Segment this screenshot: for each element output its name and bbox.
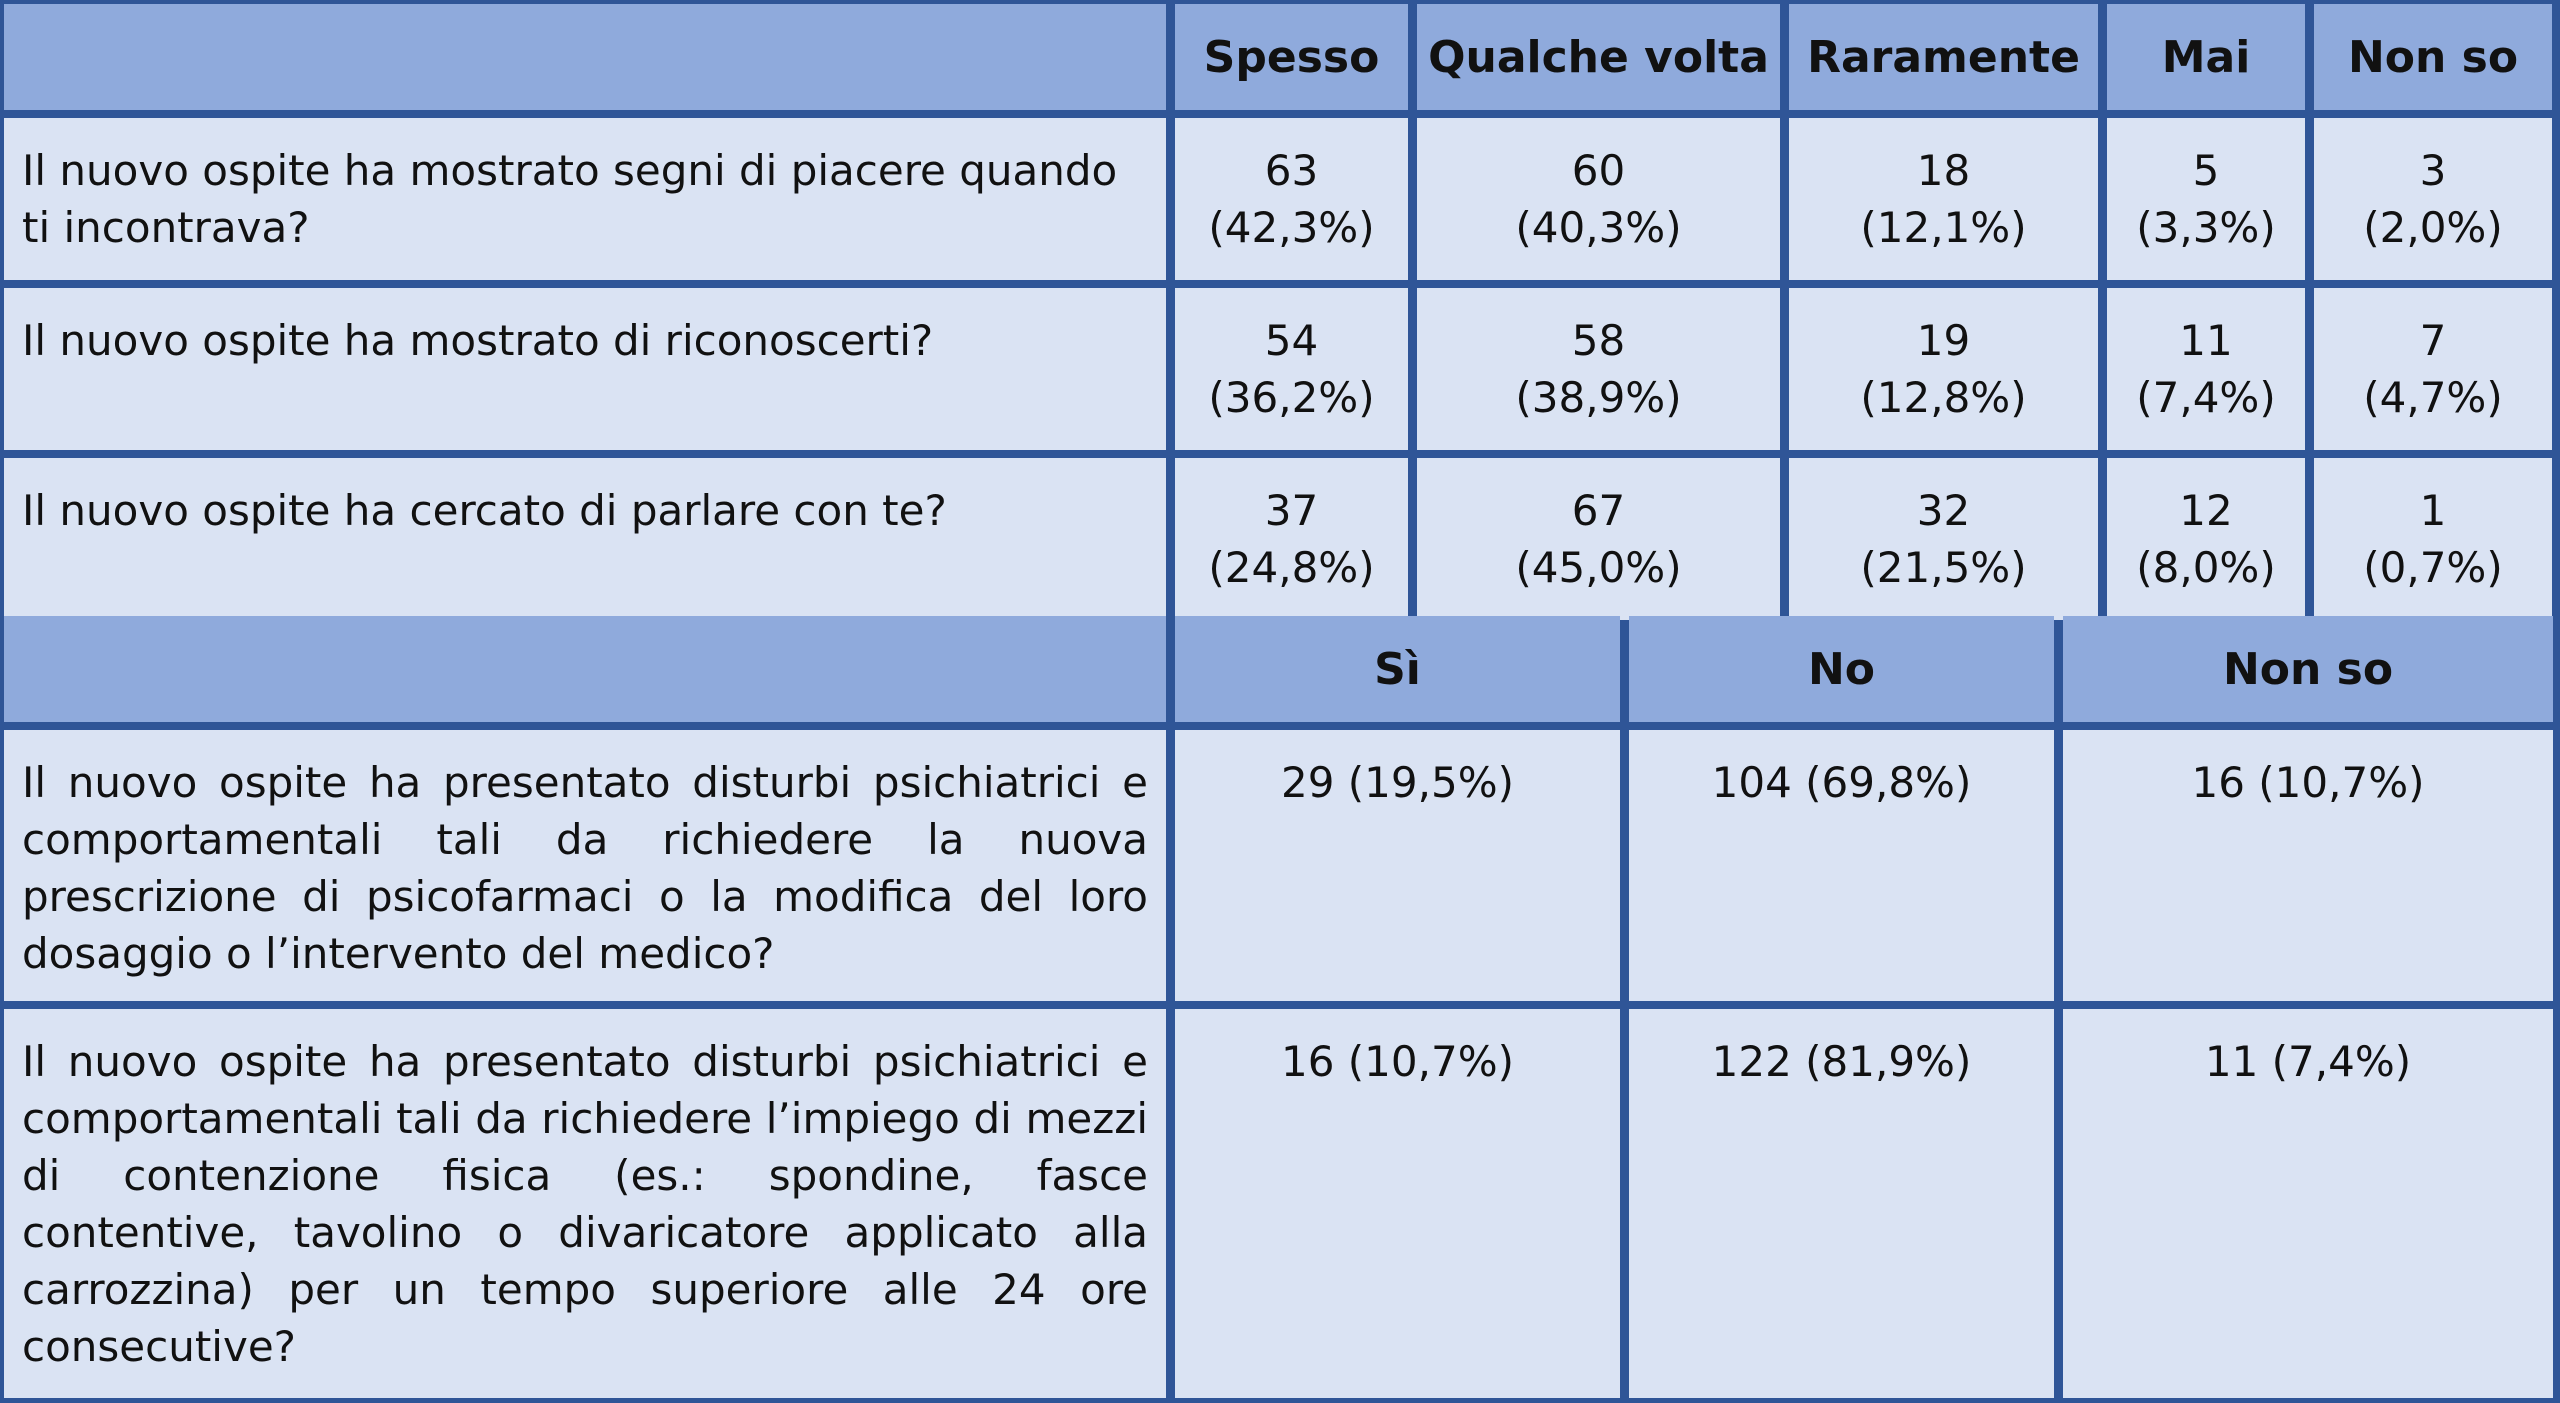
header-spesso: Spesso [1175,4,1408,110]
header-non-so: Non so [2314,4,2552,110]
value-cell [2314,288,2552,450]
count-value: 54 [1264,316,1319,365]
value-cell [2107,118,2305,280]
value-cell [1175,458,1408,620]
percent-value: (36,2%) [1208,373,1375,422]
question-cell: Il nuovo ospite ha mostrato di riconoscerti? [4,288,1166,450]
percent-value: (24,8%) [1208,543,1375,592]
percent-value: (4,7%) [2363,373,2503,422]
value-cell [2314,458,2552,620]
value-cell [1789,288,2098,450]
percent-value: (40,3%) [1515,203,1682,252]
header-mai: Mai [2107,4,2305,110]
question-cell: Il nuovo ospite ha presentato disturbi psichiatrici e comportamentali tali da richiedere la nuova prescrizione di psicofarmaci o la modifica del loro dosaggio o l’intervento del medico? [4,730,1166,1001]
percent-value: (45,0%) [1515,543,1682,592]
count-value: 12 [2179,486,2233,535]
question-cell: Il nuovo ospite ha mostrato segni di piacere quando ti incontrava? [4,118,1166,280]
count-value: 1 [2419,486,2447,535]
value-cell [1175,288,1408,450]
percent-value: (38,9%) [1515,373,1682,422]
value-cell [2107,288,2305,450]
value-cell: 29 (19,5%) [1175,730,1620,1001]
count-value: 63 [1264,146,1319,195]
percent-value: (3,3%) [2136,203,2276,252]
count-value: 58 [1571,316,1626,365]
value-cell [1417,288,1780,450]
value-cell: 104 (69,8%) [1629,730,2054,1001]
count-value: 60 [1571,146,1626,195]
value-cell [1789,118,2098,280]
percent-value: (12,1%) [1860,203,2027,252]
count-value: 37 [1264,486,1319,535]
header-no: No [1629,616,2054,722]
header-qualche-volta: Qualche volta [1417,4,1780,110]
value-cell [1417,118,1780,280]
percent-value: (0,7%) [2363,543,2503,592]
count-value: 18 [1916,146,1971,195]
count-value: 32 [1916,486,1971,535]
count-value: 19 [1916,316,1971,365]
value-cell [1417,458,1780,620]
yes-no-table [0,612,2560,1403]
header-blank-cell [4,4,1166,110]
count-value: 3 [2419,146,2447,195]
header-raramente: Raramente [1789,4,2098,110]
frequency-table [0,0,2560,612]
count-value: 5 [2192,146,2220,195]
value-cell: 11 (7,4%) [2063,1009,2553,1398]
percent-value: (7,4%) [2136,373,2276,422]
percent-value: (8,0%) [2136,543,2276,592]
header-si: Sì [1175,616,1620,722]
value-cell: 122 (81,9%) [1629,1009,2054,1398]
value-cell [2107,458,2305,620]
header-non-so: Non so [2063,616,2553,722]
count-value: 67 [1571,486,1626,535]
value-cell: 16 (10,7%) [2063,730,2553,1001]
count-value: 7 [2419,316,2447,365]
value-cell [2314,118,2552,280]
percent-value: (42,3%) [1208,203,1375,252]
percent-value: (21,5%) [1860,543,2027,592]
value-cell [1789,458,2098,620]
percent-value: (12,8%) [1860,373,2027,422]
value-cell [1175,118,1408,280]
header-blank-cell [4,616,1166,722]
question-cell: Il nuovo ospite ha presentato disturbi psichiatrici e comportamentali tali da richiedere l’impiego di mezzi di contenzione fisica (es.: spondine, fasce contentive, tavolino o divaricatore applicato alla carrozzina) per un tempo superiore alle 24 ore consecutive? [4,1009,1166,1398]
percent-value: (2,0%) [2363,203,2503,252]
question-cell: Il nuovo ospite ha cercato di parlare con te? [4,458,1166,620]
count-value: 11 [2179,316,2233,365]
value-cell: 16 (10,7%) [1175,1009,1620,1398]
